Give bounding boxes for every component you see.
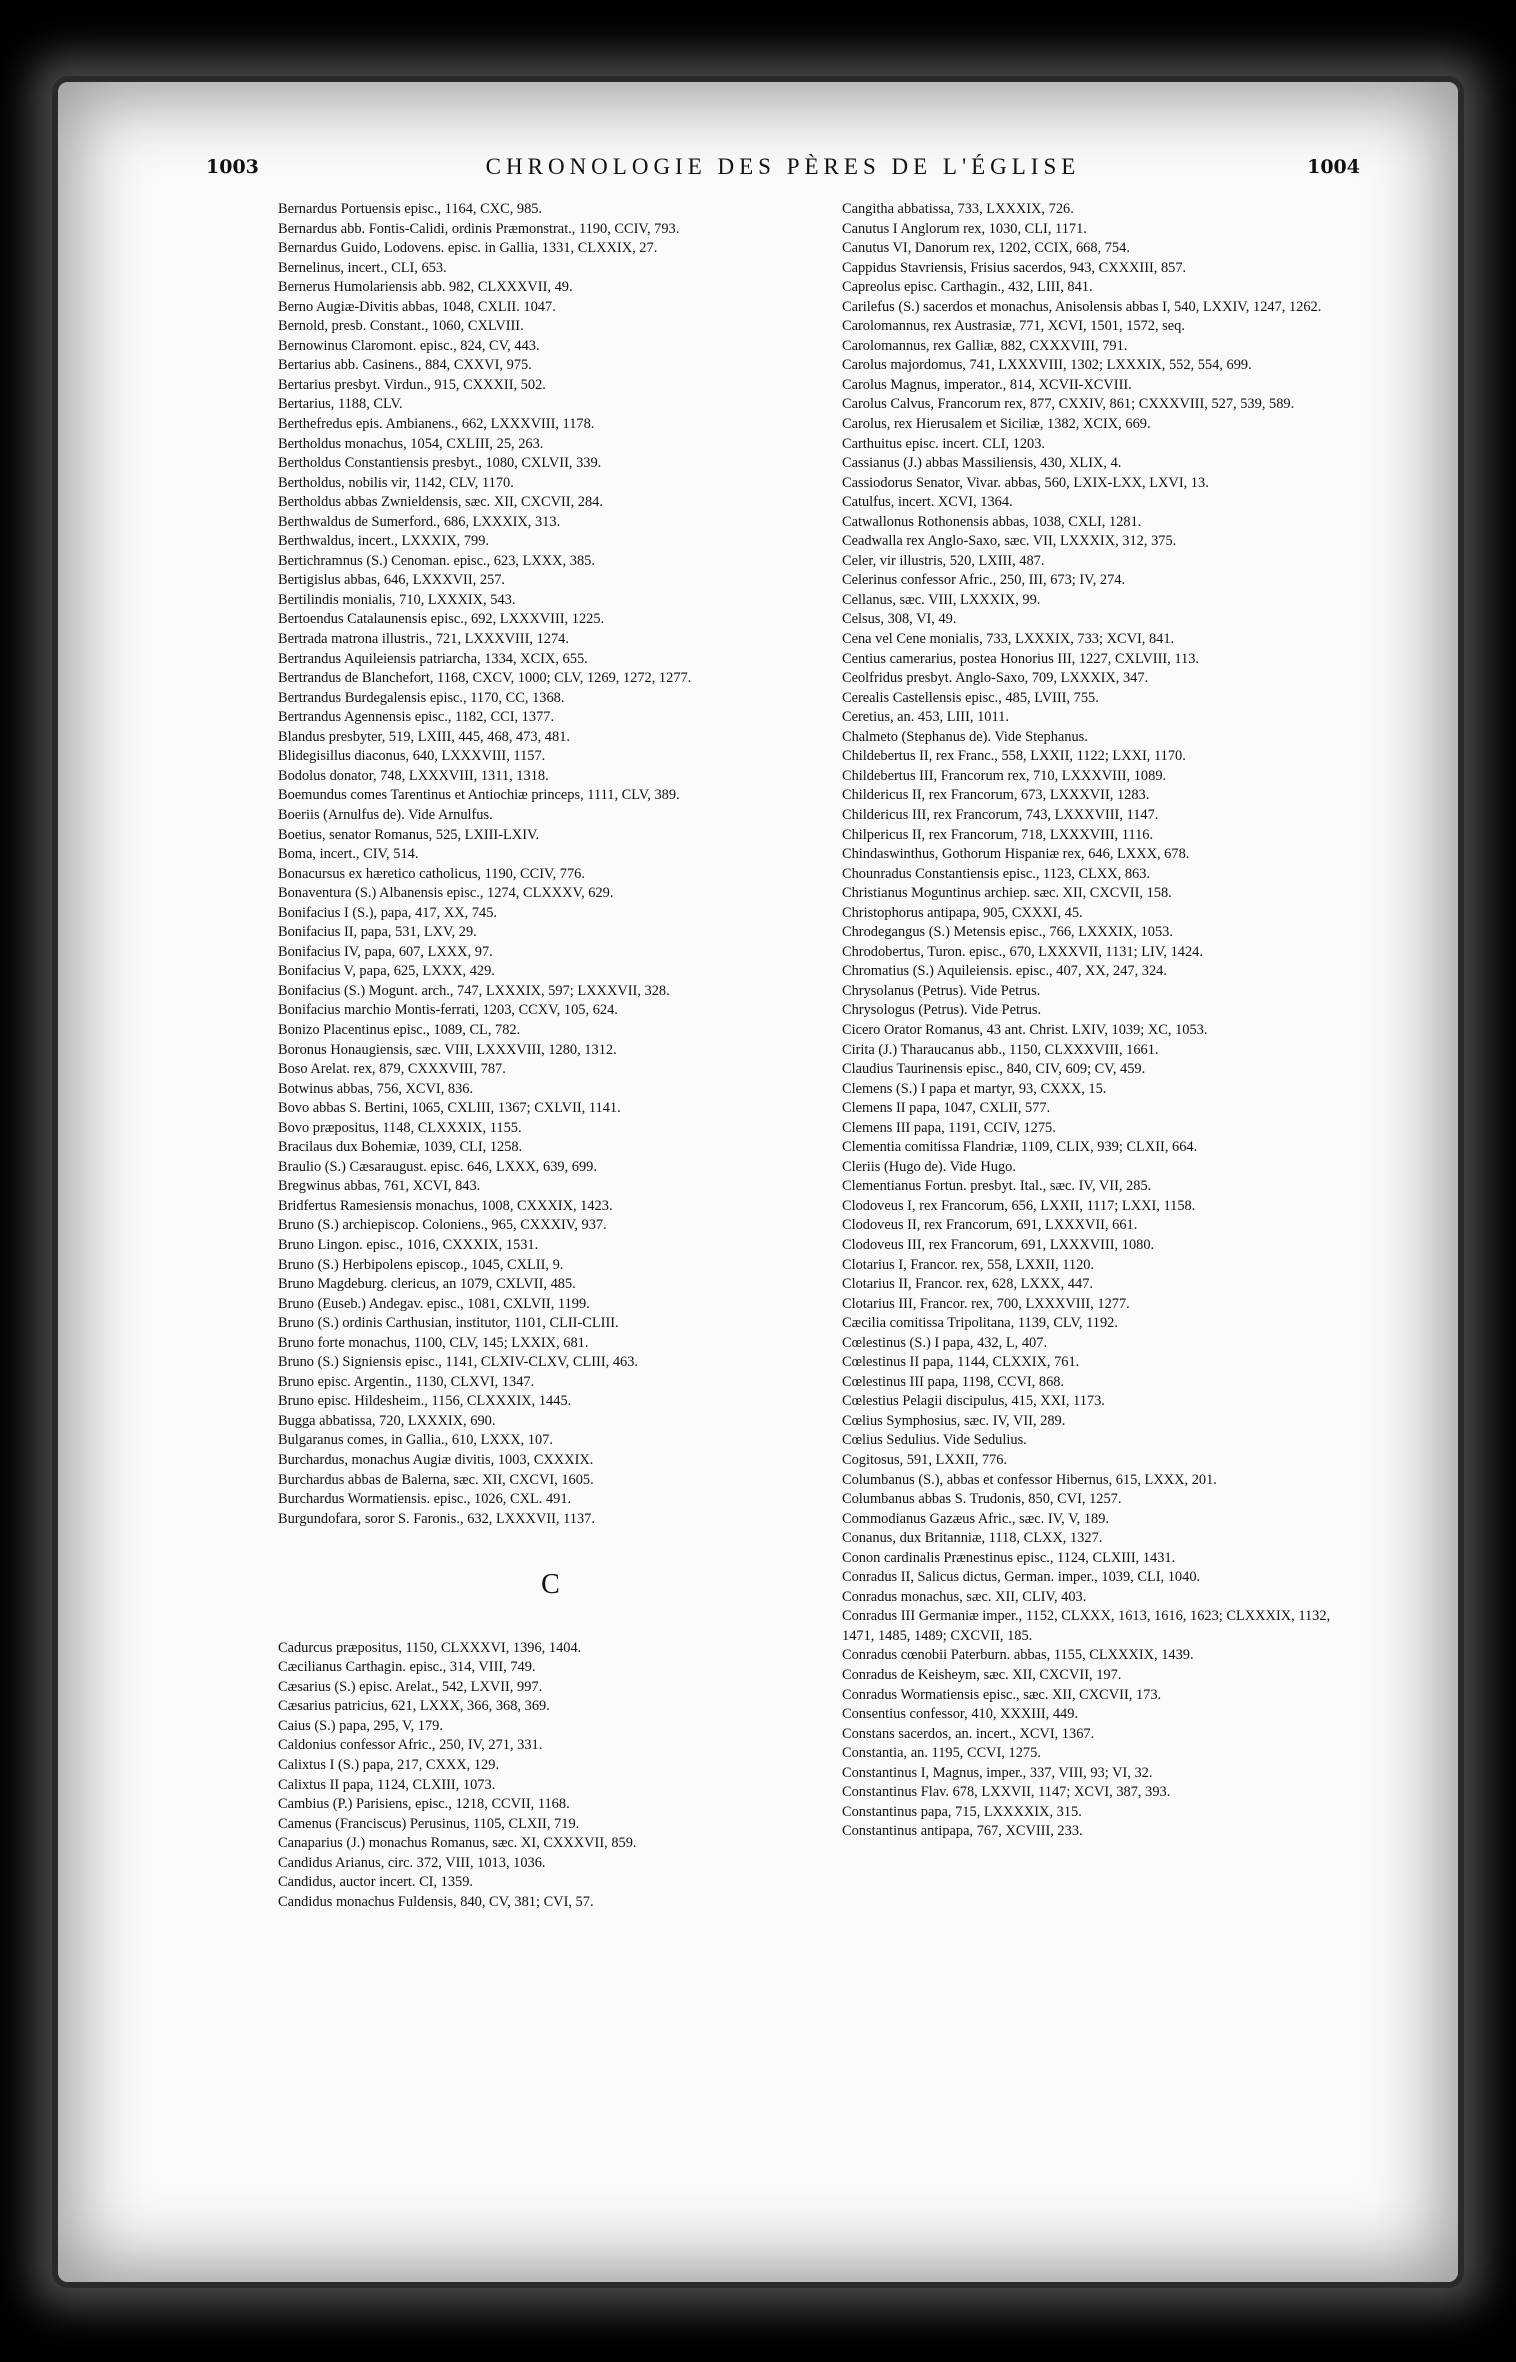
index-entry: Bruno (S.) ordinis Carthusian, institutor, 1101, CLII-CLIII. — [278, 1315, 619, 1332]
index-entry: Braulio (S.) Cæsaraugust. episc. 646, LXXX, 639, 699. — [278, 1158, 597, 1175]
index-entry: Constantinus Flav. 678, LXXVII, 1147; XCVI, 387, 393. — [842, 1784, 1171, 1801]
index-entry: Calixtus II papa, 1124, CLXIII, 1073. — [278, 1776, 496, 1793]
index-entry: Bertholdus abbas Zwnieldensis, sæc. XII, CXCVII, 284. — [278, 494, 603, 511]
index-entry: Bernardus Portuensis episc., 1164, CXC, 985. — [278, 201, 543, 217]
index-entry: Constantinus papa, 715, LXXXXIX, 315. — [842, 1803, 1082, 1820]
index-entry: Cœlius Symphosius, sæc. IV, VII, 289. — [842, 1412, 1066, 1429]
index-entry: Catwallonus Rothonensis abbas, 1038, CXLI, 1281. — [842, 513, 1142, 530]
index-entry: Clodoveus I, rex Francorum, 656, LXXII, 1117; LXXI, 1158. — [842, 1197, 1196, 1214]
index-entry: Cellanus, sæc. VIII, LXXXIX, 99. — [842, 591, 1041, 608]
index-entry: Chilpericus II, rex Francorum, 718, LXXXVIII, 1116. — [842, 826, 1154, 843]
index-entry: Caldonius confessor Afric., 250, IV, 271, 331. — [278, 1737, 543, 1754]
index-entry: Calixtus I (S.) papa, 217, CXXX, 129. — [278, 1757, 500, 1774]
index-entry: Berthwaldus, incert., LXXXIX, 799. — [278, 533, 490, 550]
index-entry: Christophorus antipapa, 905, CXXXI, 45. — [842, 904, 1083, 921]
index-entry: Cleriis (Hugo de). Vide Hugo. — [842, 1158, 1016, 1175]
index-entry: Clemens (S.) I papa et martyr, 93, CXXX, 15. — [842, 1080, 1107, 1097]
index-entry: Bodolus donator, 748, LXXXVIII, 1311, 1318. — [278, 767, 549, 784]
section-letter: C — [541, 1569, 560, 1601]
left-column — [278, 200, 823, 1912]
index-entry: Childericus II, rex Francorum, 673, LXXXVII, 1283. — [842, 787, 1150, 804]
index-entry: Boso Arelat. rex, 879, CXXXVIII, 787. — [278, 1061, 506, 1078]
index-entry: Candidus Arianus, circ. 372, VIII, 1013, 1036. — [278, 1854, 546, 1871]
index-entry: Bonifacius I (S.), papa, 417, XX, 745. — [278, 904, 498, 921]
index-entry: Candidus, auctor incert. CI, 1359. — [278, 1874, 474, 1891]
index-entry: Bulgaranus comes, in Gallia., 610, LXXX, 107. — [278, 1432, 553, 1449]
index-entry: Bertrandus Agennensis episc., 1182, CCI, 1377. — [278, 709, 555, 726]
index-entry: Clementianus Fortun. presbyt. Ital., sæc. IV, VII, 285. — [842, 1178, 1152, 1195]
index-entry: Carolomannus, rex Galliæ, 882, CXXXVIII, 791. — [842, 337, 1128, 354]
index-entry: Cambius (P.) Parisiens, episc., 1218, CCVII, 1168. — [278, 1796, 570, 1813]
index-entry: Capreolus episc. Carthagin., 432, LIII, 841. — [842, 279, 1093, 296]
index-entry: Cirita (J.) Tharaucanus abb., 1150, CLXXXVIII, 1661. — [842, 1041, 1159, 1058]
index-entry: Chalmeto (Stephanus de). Vide Stephanus. — [842, 728, 1088, 745]
index-entry: Clementia comitissa Flandriæ, 1109, CLIX, 939; CLXII, 664. — [842, 1139, 1198, 1156]
index-entry: Bertholdus, nobilis vir, 1142, CLV, 1170. — [278, 474, 514, 491]
index-entry: Cena vel Cene monialis, 733, LXXXIX, 733; XCVI, 841. — [842, 631, 1175, 648]
index-entry: Bugga abbatissa, 720, LXXXIX, 690. — [278, 1412, 496, 1429]
index-entry: Cadurcus præpositus, 1150, CLXXXVI, 1396, 1404. — [278, 1639, 582, 1656]
index-entry: Bonizo Placentinus episc., 1089, CL, 782. — [278, 1021, 521, 1038]
index-entry: Chrodobertus, Turon. episc., 670, LXXXVII, 1131; LIV, 1424. — [842, 943, 1203, 960]
index-entry: Burchardus, monachus Augiæ divitis, 1003, CXXXIX. — [278, 1452, 594, 1468]
index-entry: Boemundus comes Tarentinus et Antiochiæ princeps, 1111, CLV, 389. — [278, 787, 680, 804]
index-entry: Bertigislus abbas, 646, LXXXVII, 257. — [278, 572, 506, 589]
index-entry: Consentius confessor, 410, XXXIII, 449. — [842, 1706, 1079, 1723]
index-entry: Berno Augiæ-Divitis abbas, 1048, CXLII. 1047. — [278, 298, 556, 315]
index-entry: Bernelinus, incert., CLI, 653. — [278, 259, 447, 276]
index-entry: Conradus de Keisheym, sæc. XII, CXCVII, 197. — [842, 1667, 1122, 1684]
index-entry: Bonacursus ex hæretico catholicus, 1190, CCIV, 776. — [278, 865, 585, 882]
index-entry: Bertrandus de Blanchefort, 1168, CXCV, 1000; CLV, 1269, 1272, 1277. — [278, 670, 692, 687]
index-entry: Cangitha abbatissa, 733, LXXXIX, 726. — [842, 201, 1074, 217]
index-entry: Burchardus Wormatiensis. episc., 1026, CXL. 491. — [278, 1491, 572, 1508]
entries-c-continued-list — [842, 200, 1362, 1842]
index-entry: Carolus Magnus, imperator., 814, XCVII-XCVIII. — [842, 376, 1132, 393]
index-entry: Commodianus Gazæus Afric., sæc. IV, V, 189. — [842, 1510, 1110, 1527]
page-title: CHRONOLOGIE DES PÈRES DE L'ÉGLISE — [485, 154, 1081, 179]
index-entry: Chromatius (S.) Aquileiensis. episc., 407, XX, 247, 324. — [842, 963, 1167, 980]
index-entry: Boronus Honaugiensis, sæc. VIII, LXXXVIII, 1280, 1312. — [278, 1041, 617, 1058]
index-entry: Clotarius I, Francor. rex, 558, LXXII, 1120. — [842, 1256, 1095, 1273]
index-entry: Bertarius abb. Casinens., 884, CXXVI, 975. — [278, 357, 532, 374]
index-entry: Bertarius presbyt. Virdun., 915, CXXXII, 502. — [278, 376, 546, 393]
index-entry: Berthefredus epis. Ambianens., 662, LXXXVIII, 1178. — [278, 416, 595, 433]
index-entry: Bruno Magdeburg. clericus, an 1079, CXLVII, 485. — [278, 1276, 576, 1293]
index-entry: Bruno (Euseb.) Andegav. episc., 1081, CXLVII, 1199. — [278, 1295, 590, 1312]
index-entry: Candidus monachus Fuldensis, 840, CV, 381; CVI, 57. — [278, 1893, 594, 1910]
index-entry: Ceolfridus presbyt. Anglo-Saxo, 709, LXXXIX, 347. — [842, 670, 1149, 687]
index-entry: Canutus I Anglorum rex, 1030, CLI, 1171. — [842, 220, 1087, 237]
index-entry: Childericus III, rex Francorum, 743, LXXXVIII, 1147. — [842, 806, 1159, 823]
index-entry: Catulfus, incert. XCVI, 1364. — [842, 494, 1013, 511]
index-entry: Celerinus confessor Afric., 250, III, 673; IV, 274. — [842, 572, 1126, 589]
index-entry: Bracilaus dux Bohemiæ, 1039, CLI, 1258. — [278, 1139, 523, 1156]
index-entry: Conon cardinalis Prænestinus episc., 1124, CLXIII, 1431. — [842, 1549, 1176, 1566]
index-entry: Cæcilia comitissa Tripolitana, 1139, CLV, 1192. — [842, 1315, 1118, 1332]
index-entry: Bruno Lingon. episc., 1016, CXXXIX, 1531. — [278, 1236, 539, 1253]
index-entry: Bertarius, 1188, CLV. — [278, 396, 403, 413]
index-entry: Bertrada matrona illustris., 721, LXXXVIII, 1274. — [278, 631, 569, 648]
index-entry: Blidegisillus diaconus, 640, LXXXVIII, 1157. — [278, 748, 546, 765]
index-entry: Ceretius, an. 453, LIII, 1011. — [842, 709, 1009, 726]
index-entry: Claudius Taurinensis episc., 840, CIV, 609; CV, 459. — [842, 1061, 1146, 1078]
index-entry: Celsus, 308, VI, 49. — [842, 611, 957, 628]
index-entry: Conradus II, Salicus dictus, German. imper., 1039, CLI, 1040. — [842, 1569, 1201, 1586]
index-entry: Chrodegangus (S.) Metensis episc., 766, LXXXIX, 1053. — [842, 924, 1173, 941]
index-entry: Bernowinus Claromont. episc., 824, CV, 443. — [278, 337, 540, 354]
index-entry: Bonaventura (S.) Albanensis episc., 1274, CLXXXV, 629. — [278, 885, 614, 902]
index-entry: Clemens II papa, 1047, CXLII, 577. — [842, 1100, 1051, 1117]
index-entry: Constantinus I, Magnus, imper., 337, VIII, 93; VI, 32. — [842, 1764, 1153, 1781]
index-entry: Cappidus Stavriensis, Frisius sacerdos, 943, CXXXIII, 857. — [842, 259, 1187, 276]
index-entry: Cicero Orator Romanus, 43 ant. Christ. LXIV, 1039; XC, 1053. — [842, 1021, 1208, 1038]
index-entry: Bonifacius II, papa, 531, LXV, 29. — [278, 924, 477, 941]
index-entry: Cœlestinus II papa, 1144, CLXXIX, 761. — [842, 1354, 1080, 1371]
index-entry: Bonifacius V, papa, 625, LXXX, 429. — [278, 963, 495, 980]
index-entry: Cæsarius patricius, 621, LXXX, 366, 368, 369. — [278, 1698, 550, 1715]
index-entry: Camenus (Franciscus) Perusinus, 1105, CLXII, 719. — [278, 1815, 580, 1832]
index-entry: Christianus Moguntinus archiep. sæc. XII, CXCVII, 158. — [842, 885, 1172, 902]
index-entry: Columbanus (S.), abbas et confessor Hibernus, 615, LXXX, 201. — [842, 1471, 1217, 1488]
index-entry: Centius camerarius, postea Honorius III, 1227, CXLVIII, 113. — [842, 650, 1200, 667]
index-entry: Ceadwalla rex Anglo-Saxo, sæc. VII, LXXXIX, 312, 375. — [842, 533, 1177, 550]
index-entry: Carthuitus episc. incert. CLI, 1203. — [842, 435, 1046, 452]
index-entry: Bruno (S.) Signiensis episc., 1141, CLXIV-CLXV, CLIII, 463. — [278, 1354, 639, 1371]
index-entry: Conradus III Germaniæ imper., 1152, CLXXX, 1613, 1616, 1623; CLXXXIX, 1132, 1471, 1485, 1489; CXCVII, 185. — [842, 1608, 1331, 1644]
index-entry: Blandus presbyter, 519, LXIII, 445, 468, 473, 481. — [278, 728, 570, 745]
index-entry: Carolus majordomus, 741, LXXXVIII, 1302; LXXXIX, 552, 554, 699. — [842, 357, 1252, 374]
index-entry: Canaparius (J.) monachus Romanus, sæc. XI, CXXXVII, 859. — [278, 1835, 637, 1852]
index-entry: Bruno episc. Hildesheim., 1156, CLXXXIX, 1445. — [278, 1393, 572, 1410]
index-entry: Berthwaldus de Sumerford., 686, LXXXIX, 313. — [278, 513, 561, 530]
index-entry: Bovo abbas S. Bertini, 1065, CXLIII, 1367; CXLVII, 1141. — [278, 1100, 621, 1117]
page-header — [206, 150, 1360, 184]
page-number-left: 1003 — [206, 156, 259, 178]
index-entry: Boetius, senator Romanus, 525, LXIII-LXIV. — [278, 826, 540, 843]
index-entry: Clemens III papa, 1191, CCIV, 1275. — [842, 1119, 1056, 1136]
index-entry: Bernold, presb. Constant., 1060, CXLVIII. — [278, 318, 524, 335]
index-entry: Burgundofara, soror S. Faronis., 632, LXXXVII, 1137. — [278, 1510, 595, 1527]
index-entry: Chrysolanus (Petrus). Vide Petrus. — [842, 982, 1041, 999]
index-entry: Chindaswinthus, Gothorum Hispaniæ rex, 646, LXXX, 678. — [842, 846, 1190, 863]
index-entry: Bonifacius (S.) Mogunt. arch., 747, LXXXIX, 597; LXXXVII, 328. — [278, 982, 670, 999]
index-entry: Constans sacerdos, an. incert., XCVI, 1367. — [842, 1725, 1095, 1742]
index-entry: Cerealis Castellensis episc., 485, LVIII, 755. — [842, 689, 1099, 706]
index-entry: Cœlestinus III papa, 1198, CCVI, 868. — [842, 1373, 1065, 1390]
index-entry: Clodoveus II, rex Francorum, 691, LXXXVII, 661. — [842, 1217, 1138, 1234]
index-entry: Burchardus abbas de Balerna, sæc. XII, CXCVI, 1605. — [278, 1471, 594, 1488]
entries-b-list — [278, 200, 823, 1529]
index-entry: Cogitosus, 591, LXXII, 776. — [842, 1452, 1008, 1468]
index-entry: Bruno (S.) archiepiscop. Coloniens., 965, CXXXIV, 937. — [278, 1217, 607, 1234]
index-entry: Cassianus (J.) abbas Massiliensis, 430, XLIX, 4. — [842, 455, 1122, 472]
index-entry: Constantinus antipapa, 767, XCVIII, 233. — [842, 1823, 1083, 1840]
index-entry: Chounradus Constantiensis episc., 1123, CLXX, 863. — [842, 865, 1151, 882]
index-entry: Constantia, an. 1195, CCVI, 1275. — [842, 1745, 1041, 1762]
index-entry: Conradus Wormatiensis episc., sæc. XII, CXCVII, 173. — [842, 1686, 1162, 1703]
index-entry: Carilefus (S.) sacerdos et monachus, Anisolensis abbas I, 540, LXXIV, 1247, 1262. — [842, 298, 1322, 315]
index-entry: Bonifacius IV, papa, 607, LXXX, 97. — [278, 943, 493, 960]
index-entry: Conradus monachus, sæc. XII, CLIV, 403. — [842, 1588, 1087, 1605]
page-number-right: 1004 — [1307, 156, 1360, 178]
index-entry: Bertoendus Catalaunensis episc., 692, LXXXVIII, 1225. — [278, 611, 605, 628]
index-entry: Bovo præpositus, 1148, CLXXXIX, 1155. — [278, 1119, 522, 1136]
index-entry: Bertrandus Burdegalensis episc., 1170, CC, 1368. — [278, 689, 565, 706]
index-entry: Bernardus Guido, Lodovens. episc. in Gallia, 1331, CLXXIX, 27. — [278, 240, 658, 257]
index-entry: Celer, vir illustris, 520, LXIII, 487. — [842, 552, 1045, 569]
index-entry: Clotarius III, Francor. rex, 700, LXXXVIII, 1277. — [842, 1295, 1130, 1312]
index-entry: Bridfertus Ramesiensis monachus, 1008, CXXXIX, 1423. — [278, 1197, 613, 1214]
index-entry: Bertholdus monachus, 1054, CXLIII, 25, 263. — [278, 435, 544, 452]
index-entry: Caius (S.) papa, 295, V, 179. — [278, 1717, 443, 1734]
index-entry: Childebertus III, Francorum rex, 710, LXXXVIII, 1089. — [842, 767, 1167, 784]
entries-c-list — [278, 1639, 823, 1913]
index-entry: Cœlius Sedulius. Vide Sedulius. — [842, 1432, 1027, 1449]
index-entry: Cassiodorus Senator, Vivar. abbas, 560, LXIX-LXX, LXVI, 13. — [842, 474, 1209, 491]
index-entry: Carolomannus, rex Austrasiæ, 771, XCVI, 1501, 1572, seq. — [842, 318, 1185, 335]
index-entry: Botwinus abbas, 756, XCVI, 836. — [278, 1080, 474, 1097]
index-entry: Boma, incert., CIV, 514. — [278, 846, 419, 863]
index-entry: Bertilindis monialis, 710, LXXXIX, 543. — [278, 591, 516, 608]
index-entry: Bertholdus Constantiensis presbyt., 1080, CXLVII, 339. — [278, 455, 602, 472]
index-entry: Clotarius II, Francor. rex, 628, LXXX, 447. — [842, 1276, 1093, 1293]
index-entry: Childebertus II, rex Franc., 558, LXXII, 1122; LXXI, 1170. — [842, 748, 1186, 765]
index-entry: Bruno (S.) Herbipolens episcop., 1045, CXLII, 9. — [278, 1256, 564, 1273]
index-entry: Bertichramnus (S.) Cenoman. episc., 623, LXXX, 385. — [278, 552, 595, 569]
index-entry: Bernerus Humolariensis abb. 982, CLXXXVII, 49. — [278, 279, 573, 296]
index-entry: Bruno episc. Argentin., 1130, CLXVI, 1347. — [278, 1373, 535, 1390]
index-entry: Cæsarius (S.) episc. Arelat., 542, LXVII, 997. — [278, 1678, 543, 1695]
index-entry: Bruno forte monachus, 1100, CLV, 145; LXXIX, 681. — [278, 1334, 589, 1351]
index-entry: Bregwinus abbas, 761, XCVI, 843. — [278, 1178, 481, 1195]
index-entry: Cæcilianus Carthagin. episc., 314, VIII, 749. — [278, 1659, 536, 1676]
index-entry: Boeriis (Arnulfus de). Vide Arnulfus. — [278, 806, 493, 823]
index-entry: Carolus, rex Hierusalem et Siciliæ, 1382, XCIX, 669. — [842, 416, 1151, 433]
index-entry: Bertrandus Aquileiensis patriarcha, 1334, XCIX, 655. — [278, 650, 588, 667]
index-entry: Conanus, dux Britanniæ, 1118, CLXX, 1327. — [842, 1530, 1103, 1547]
index-entry: Chrysologus (Petrus). Vide Petrus. — [842, 1002, 1042, 1019]
index-entry: Conradus cœnobii Paterburn. abbas, 1155, CLXXXIX, 1439. — [842, 1647, 1194, 1664]
index-entry: Bernardus abb. Fontis-Calidi, ordinis Præmonstrat., 1190, CCIV, 793. — [278, 220, 680, 237]
right-column — [842, 200, 1362, 1842]
index-entry: Clodoveus III, rex Francorum, 691, LXXXVIII, 1080. — [842, 1236, 1155, 1253]
index-entry: Carolus Calvus, Francorum rex, 877, CXXIV, 861; CXXXVIII, 527, 539, 589. — [842, 396, 1295, 413]
index-entry: Cœlestius Pelagii discipulus, 415, XXI, 1173. — [842, 1393, 1105, 1410]
index-entry: Bonifacius marchio Montis-ferrati, 1203, CCXV, 105, 624. — [278, 1002, 618, 1019]
index-entry: Columbanus abbas S. Trudonis, 850, CVI, 1257. — [842, 1491, 1122, 1508]
index-entry: Cœlestinus (S.) I papa, 432, L, 407. — [842, 1334, 1048, 1351]
index-entry: Canutus VI, Danorum rex, 1202, CCIX, 668, 754. — [842, 240, 1130, 257]
